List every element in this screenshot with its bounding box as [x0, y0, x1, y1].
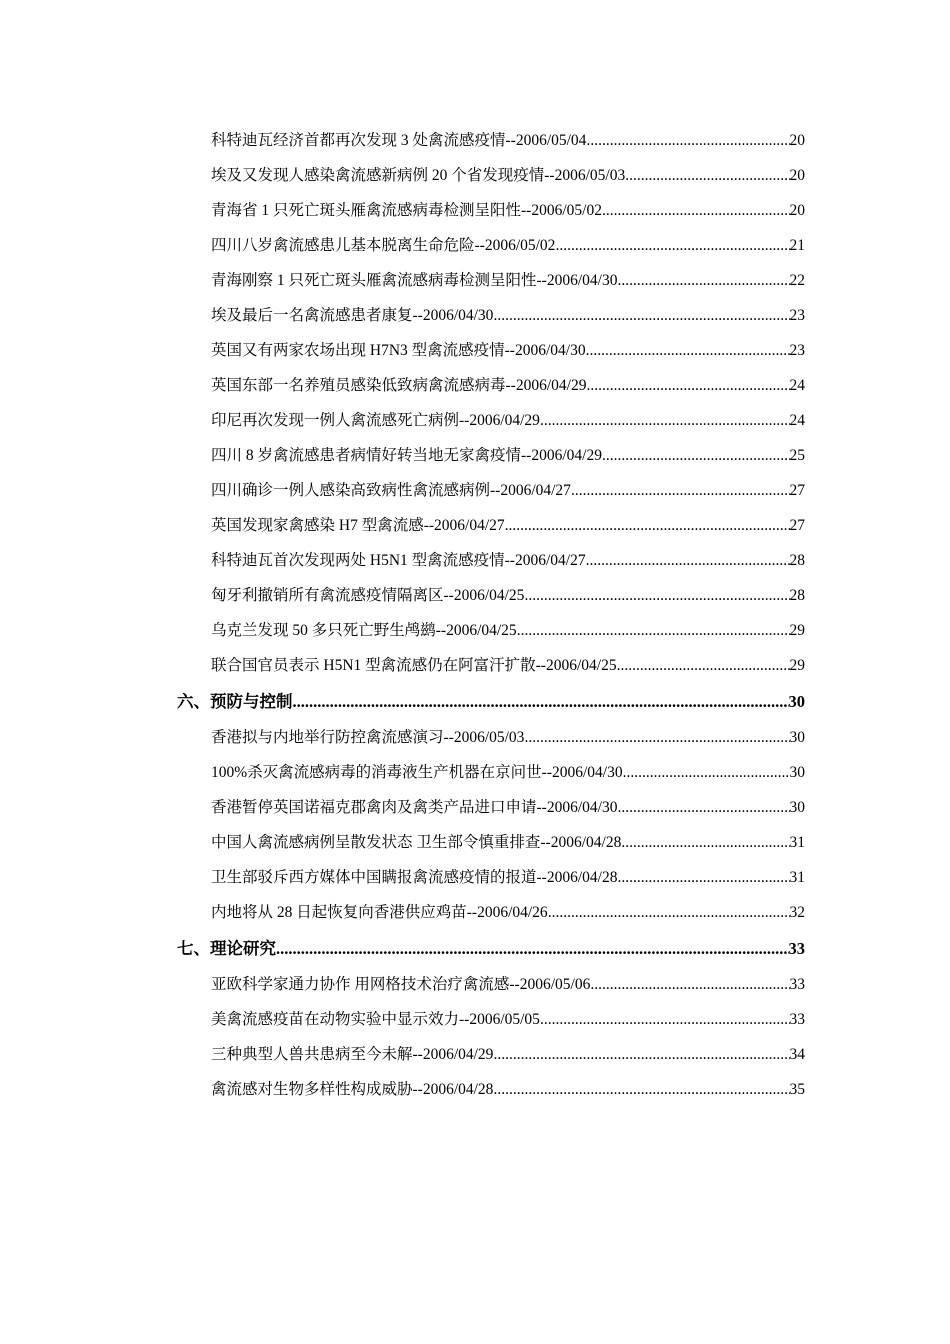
toc-entry-page: 31 — [789, 834, 805, 851]
toc-dot-leader — [625, 167, 789, 185]
toc-entry[interactable] — [211, 1007, 805, 1029]
toc-dot-leader — [621, 834, 789, 852]
toc-entry[interactable] — [211, 900, 805, 922]
toc-dot-leader — [493, 1081, 789, 1099]
toc-entry-title: 匈牙利撤销所有禽流感疫情隔离区--2006/04/25 — [211, 587, 525, 604]
toc-entry-page: 20 — [789, 202, 805, 219]
toc-entry[interactable] — [211, 513, 805, 535]
toc-entry-title: 印尼再次发现一例人禽流感死亡病例--2006/04/29 — [211, 412, 540, 429]
toc-entry-title: 科特迪瓦经济首都再次发现 3 处禽流感疫情--2006/05/04 — [211, 132, 587, 149]
toc-entry-title: 四川确诊一例人感染高致病性禽流感病例--2006/04/27 — [211, 482, 571, 499]
toc-entry-title: 亚欧科学家通力协作 用网格技术治疗禽流感--2006/05/06 — [211, 976, 591, 993]
toc-dot-leader — [293, 692, 789, 712]
toc-entry[interactable] — [211, 583, 805, 605]
toc-dot-leader — [602, 447, 790, 465]
toc-section-title: 六、预防与控制 — [177, 692, 293, 711]
toc-dot-leader — [617, 869, 789, 887]
toc-entry[interactable] — [211, 408, 805, 430]
toc-entry-title: 英国发现家禽感染 H7 型禽流感--2006/04/27 — [211, 517, 505, 534]
toc-dot-leader — [505, 517, 790, 535]
toc-entry[interactable] — [211, 198, 805, 220]
toc-entry[interactable] — [211, 972, 805, 994]
toc-entry[interactable] — [211, 725, 805, 747]
toc-section-title: 七、理论研究 — [177, 939, 276, 958]
toc-dot-leader — [517, 622, 790, 640]
toc-dot-leader — [586, 132, 789, 150]
toc-dot-leader — [524, 587, 789, 605]
toc-entry-page: 35 — [789, 1081, 805, 1098]
toc-dot-leader — [623, 764, 790, 782]
toc-entry[interactable] — [211, 163, 805, 185]
toc-dot-leader — [571, 482, 790, 500]
toc-entry-title: 埃及最后一名禽流感患者康复--2006/04/30 — [211, 307, 494, 324]
toc-entry-page: 30 — [789, 729, 805, 746]
toc-entry-title: 香港暂停英国诺福克郡禽肉及禽类产品进口申请--2006/04/30 — [211, 799, 618, 816]
toc-section-page: 33 — [788, 939, 805, 958]
toc-entry[interactable] — [211, 268, 805, 290]
toc-dot-leader — [493, 307, 789, 325]
toc-entry[interactable] — [211, 478, 805, 500]
toc-dot-leader — [548, 904, 790, 922]
toc-entry-page: 32 — [789, 904, 805, 921]
toc-entry-page: 28 — [789, 552, 805, 569]
toc-entry-page: 20 — [789, 132, 805, 149]
toc-entry-page: 27 — [789, 517, 805, 534]
toc-entry-title: 禽流感对生物多样性构成威胁--2006/04/28 — [211, 1081, 494, 1098]
toc-entry-page: 29 — [789, 657, 805, 674]
toc-entry[interactable] — [211, 373, 805, 395]
toc-entry[interactable] — [211, 760, 805, 782]
toc-dot-leader — [586, 377, 789, 395]
toc-dot-leader — [617, 657, 790, 675]
toc-section-heading[interactable] — [177, 935, 805, 959]
toc-section-heading[interactable] — [177, 688, 805, 712]
toc-entry-page: 33 — [789, 976, 805, 993]
toc-entry-page: 24 — [789, 412, 805, 429]
toc-dot-leader — [493, 1046, 789, 1064]
toc-entry[interactable] — [211, 233, 805, 255]
toc-entry[interactable] — [211, 443, 805, 465]
toc-entry-title: 香港拟与内地举行防控禽流感演习--2006/05/03 — [211, 729, 525, 746]
toc-dot-leader — [555, 237, 789, 255]
toc-entry-page: 20 — [789, 167, 805, 184]
toc-entry-title: 青海刚察 1 只死亡斑头雁禽流感病毒检测呈阳性--2006/04/30 — [211, 272, 618, 289]
toc-entry[interactable] — [211, 303, 805, 325]
toc-entry-page: 30 — [789, 764, 805, 781]
toc-entry-page: 28 — [789, 587, 805, 604]
toc-entry-page: 29 — [789, 622, 805, 639]
toc-entry-title: 美禽流感疫苗在动物实验中显示效力--2006/05/05 — [211, 1011, 540, 1028]
toc-entry[interactable] — [211, 1077, 805, 1099]
toc-dot-leader — [617, 799, 789, 817]
toc-entry[interactable] — [211, 618, 805, 640]
toc-dot-leader — [590, 976, 789, 994]
toc-entry-title: 卫生部驳斥西方媒体中国瞒报禽流感疫情的报道--2006/04/28 — [211, 869, 618, 886]
toc-entry-page: 21 — [789, 237, 805, 254]
toc-entry[interactable] — [211, 128, 805, 150]
toc-dot-leader — [540, 1011, 790, 1029]
toc-dot-leader — [524, 729, 789, 747]
toc-dot-leader — [602, 202, 790, 220]
toc-dot-leader — [276, 939, 789, 959]
toc-dot-leader — [617, 272, 789, 290]
toc-entry-page: 33 — [789, 1011, 805, 1028]
toc-entry-title: 100%杀灭禽流感病毒的消毒液生产机器在京问世--2006/04/30 — [211, 764, 623, 781]
toc-entry[interactable] — [211, 795, 805, 817]
toc-entry[interactable] — [211, 865, 805, 887]
toc-dot-leader — [586, 552, 790, 570]
toc-entry-page: 30 — [789, 799, 805, 816]
toc-entry-page: 34 — [789, 1046, 805, 1063]
toc-section-page: 30 — [788, 692, 805, 711]
toc-entry-title: 三种典型人兽共患病至今未解--2006/04/29 — [211, 1046, 494, 1063]
toc-entry-title: 英国东部一名养殖员感染低致病禽流感病毒--2006/04/29 — [211, 377, 587, 394]
toc-entry-title: 四川八岁禽流感患儿基本脱离生命危险--2006/05/02 — [211, 237, 556, 254]
toc-entry-title: 青海省 1 只死亡斑头雁禽流感病毒检测呈阳性--2006/05/02 — [211, 202, 602, 219]
toc-entry[interactable] — [211, 548, 805, 570]
toc-entry[interactable] — [211, 1042, 805, 1064]
toc-entry[interactable] — [211, 830, 805, 852]
toc-entry[interactable] — [211, 338, 805, 360]
toc-entry-title: 四川 8 岁禽流感患者病情好转当地无家禽疫情--2006/04/29 — [211, 447, 602, 464]
toc-entry-page: 24 — [789, 377, 805, 394]
toc-entry-page: 22 — [789, 272, 805, 289]
toc-entry-title: 英国又有两家农场出现 H7N3 型禽流感疫情--2006/04/30 — [211, 342, 586, 359]
toc-dot-leader — [540, 412, 790, 430]
toc-entry-title: 中国人禽流感病例呈散发状态 卫生部令慎重排查--2006/04/28 — [211, 834, 622, 851]
toc-dot-leader — [586, 342, 790, 360]
toc-entry-title: 埃及又发现人感染禽流感新病例 20 个省发现疫情--2006/05/03 — [211, 167, 626, 184]
toc-entry-title: 乌克兰发现 50 多只死亡野生鸬鹚--2006/04/25 — [211, 622, 517, 639]
toc-entry-page: 23 — [789, 307, 805, 324]
toc-entry-title: 内地将从 28 日起恢复向香港供应鸡苗--2006/04/26 — [211, 904, 548, 921]
toc-entry-page: 23 — [789, 342, 805, 359]
toc-entry-page: 25 — [789, 447, 805, 464]
toc-entry-title: 联合国官员表示 H5N1 型禽流感仍在阿富汗扩散--2006/04/25 — [211, 657, 617, 674]
toc-entry-title: 科特迪瓦首次发现两处 H5N1 型禽流感疫情--2006/04/27 — [211, 552, 586, 569]
toc-entry-page: 31 — [789, 869, 805, 886]
toc-entry-page: 27 — [789, 482, 805, 499]
toc-entry[interactable] — [211, 653, 805, 675]
